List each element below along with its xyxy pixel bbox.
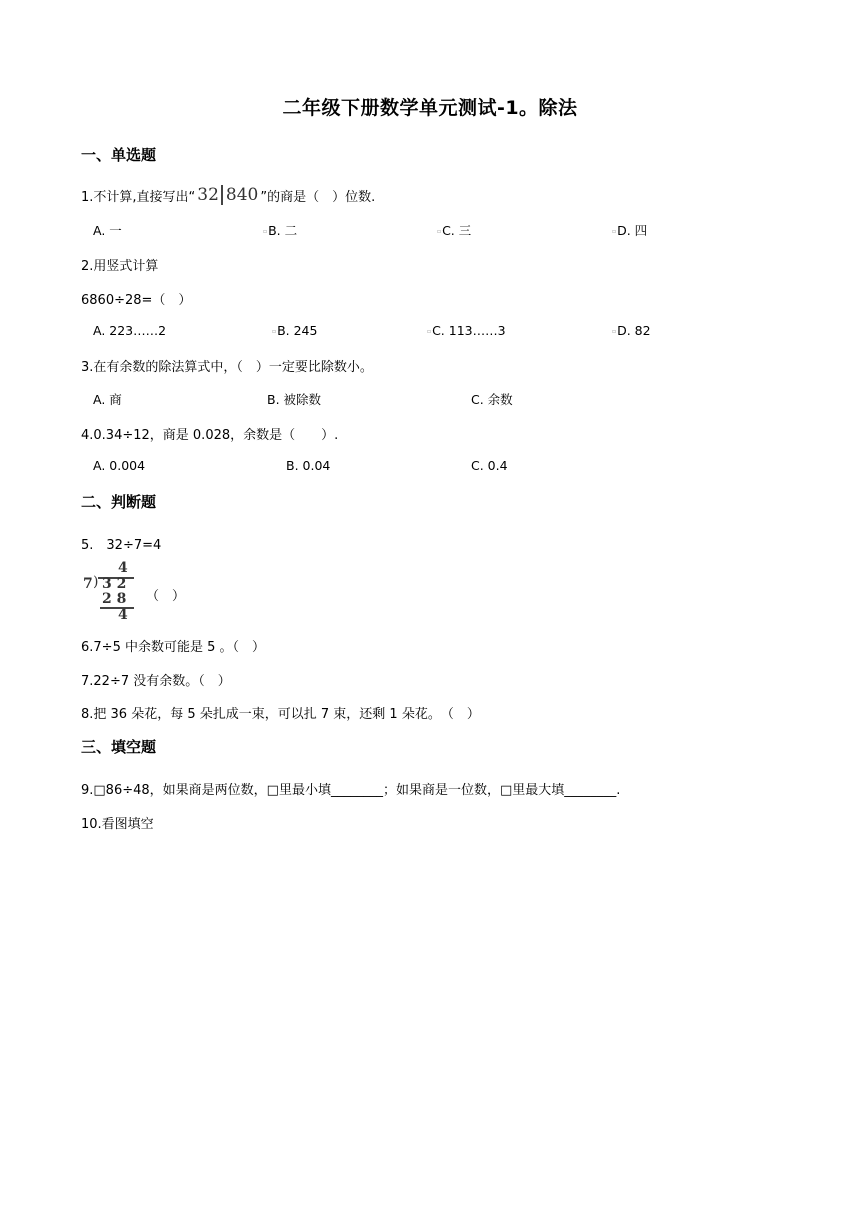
q2-option-c-label: C. 113……3 (432, 323, 506, 338)
option-marker-icon: ▫ (263, 228, 268, 235)
question-4: 4.0.34÷12，商是 0.028，余数是（ ）. (81, 428, 339, 443)
option-marker-icon: ▫ (427, 328, 432, 335)
q2-option-c[interactable] (427, 323, 506, 338)
q3-option-c[interactable]: C. 余数 (471, 392, 513, 407)
q1-option-b[interactable] (263, 221, 297, 239)
vertical-remainder: 4 (118, 607, 128, 623)
q1-option-d[interactable] (612, 221, 647, 239)
q1-option-b-label: B. 二 (268, 223, 298, 238)
section-heading-single-choice: 一、单选题 (81, 146, 157, 164)
question-2: 2.用竖式计算 (81, 259, 159, 274)
question-7: 7.22÷7 没有余数。（ ） (81, 674, 231, 689)
q2-option-b-label: B. 245 (277, 323, 318, 338)
vertical-dividend: 3 2 (102, 576, 127, 592)
question-8: 8.把 36 朵花，每 5 朵扎成一束，可以扎 7 束，还剩 1 朵花。 （ ） (81, 707, 480, 722)
question-3: 3.在有余数的除法算式中，（ ）一定要比除数小。 (81, 360, 373, 375)
question-10: 10.看图填空 (81, 817, 154, 832)
q4-option-a[interactable]: A. 0.004 (93, 458, 146, 473)
question-6: 6.7÷5 中余数可能是 5 。（ ） (81, 640, 266, 655)
question-5-blank[interactable]: （ ） (146, 589, 186, 604)
vertical-bracket: ) (93, 574, 99, 590)
q4-option-b[interactable]: B. 0.04 (286, 458, 331, 473)
vertical-quotient: 4 (118, 560, 128, 576)
long-division-divisor: 32 (197, 184, 219, 205)
vertical-divisor: 7 (83, 576, 93, 592)
long-division-dividend: 840 (221, 185, 258, 205)
q3-option-a[interactable]: A. 商 (93, 392, 122, 407)
q3-option-b[interactable]: B. 被除数 (267, 392, 322, 407)
q1-option-c-label: C. 三 (442, 223, 472, 238)
section-heading-true-false: 二、判断题 (81, 493, 157, 511)
q2-option-d[interactable] (612, 323, 651, 338)
page-title: 二年级下册数学单元测试-1。除法 (282, 97, 578, 119)
vertical-division-figure (82, 562, 138, 624)
option-marker-icon: ▫ (612, 228, 617, 235)
option-marker-icon: ▫ (612, 328, 617, 335)
q4-option-c[interactable]: C. 0.4 (471, 458, 508, 473)
question-1-prefix: 1.不计算,直接写出“ (81, 190, 196, 205)
q1-option-d-label: D. 四 (617, 223, 648, 238)
q1-option-a[interactable]: A. 一 (93, 223, 122, 238)
question-1-suffix: ”的商是（ ）位数. (260, 190, 376, 205)
option-marker-icon: ▫ (437, 228, 442, 235)
vertical-product: 2 8 (102, 591, 127, 607)
question-1 (81, 186, 375, 205)
q2-option-d-label: D. 82 (617, 323, 651, 338)
vertical-bottom-bar (100, 607, 134, 609)
long-division-figure (197, 185, 258, 205)
q1-option-c[interactable] (437, 221, 471, 239)
section-heading-fill-in: 三、填空题 (81, 738, 157, 756)
question-2-expression: 6860÷28=（ ） (81, 293, 192, 308)
question-5: 5. 32÷7=4 (81, 538, 162, 553)
q2-option-b[interactable] (272, 323, 317, 338)
q2-option-a[interactable]: A. 223……2 (93, 323, 167, 338)
question-9: 9.□86÷48，如果商是两位数，□里最小填________；如果商是一位数，□里最大填________. (81, 783, 621, 798)
option-marker-icon: ▫ (272, 328, 277, 335)
